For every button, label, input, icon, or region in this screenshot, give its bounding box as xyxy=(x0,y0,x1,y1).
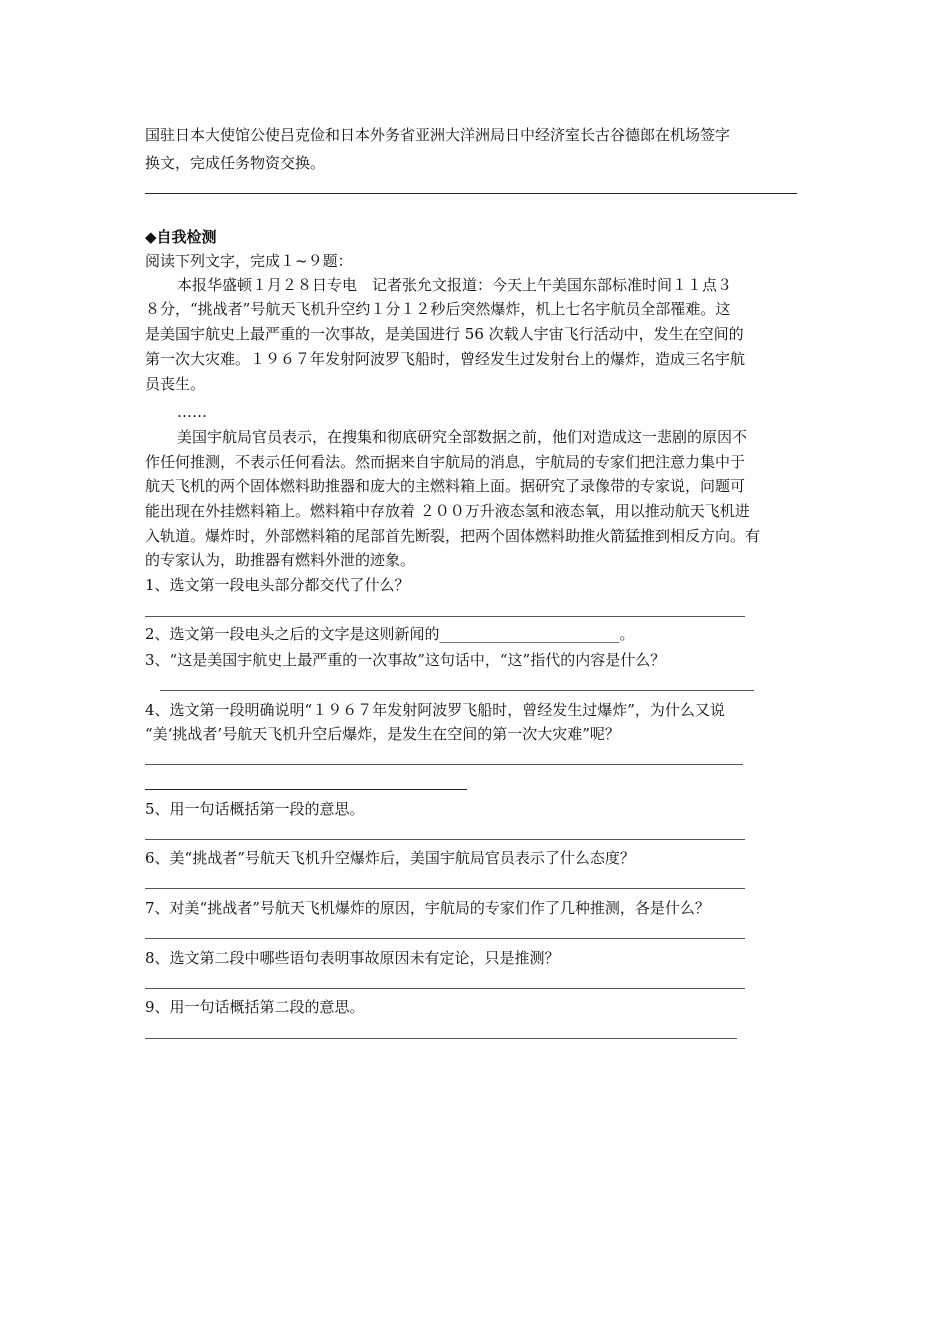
question-6: 6、美“挑战者”号航天飞机升空爆炸后，美国宇航局官员表示了什么态度？ xyxy=(145,849,635,867)
passage-p1-line: 第一次大灾难。１９６７年发射阿波罗飞船时，曾经发生过发射台上的爆炸，造成三名宇航 xyxy=(145,350,746,368)
question-4-line-2: “美‘挑战者’号航天飞机升空后爆炸，是发生在空间的第一次大灾难”呢？ xyxy=(145,725,620,743)
passage-p1-line: ８分，“挑战者”号航天飞机升空约１分１２秒后突然爆炸，机上七名宇航员全部罹难。这 xyxy=(145,300,731,318)
question-9: 9、用一句话概括第二段的意思。 xyxy=(145,998,365,1016)
passage-p2-line: 的专家认为，助推器有燃料外泄的迹象。 xyxy=(145,551,416,569)
question-5: 5、用一句话概括第一段的意思。 xyxy=(145,800,365,818)
passage-p1-line: 员丧生。 xyxy=(145,375,206,393)
intro-line-2: 换文，完成任务物资交换。 xyxy=(145,154,326,172)
answer-line-1[interactable] xyxy=(145,616,745,617)
question-7: 7、对美“挑战者”号航天飞机爆炸的原因，宇航局的专家们作了几种推测，各是什么？ xyxy=(145,899,710,917)
passage-p2-line: 入轨道。爆炸时，外部燃料箱的尾部首先断裂，把两个固体燃料助推火箭猛推到相反方向。有 xyxy=(145,527,761,545)
intro-line-1: 国驻日本大使馆公使吕克俭和日本外务省亚洲大洋洲局日中经济室长古谷德郎在机场签字 xyxy=(145,126,731,144)
answer-line-6[interactable] xyxy=(145,888,745,889)
passage-ellipsis: …… xyxy=(177,403,207,421)
answer-line-5[interactable] xyxy=(145,839,745,840)
passage-p1-line: 本报华盛顿１月２８日专电 记者张允文报道：今天上午美国东部标准时间１１点３ xyxy=(177,276,733,294)
question-4-line-1: 4、选文第一段明确说明“１９６７年发射阿波罗飞船时，曾经发生过爆炸”，为什么又说 xyxy=(145,701,725,719)
passage-p2-line: 航天飞机的两个固体燃料助推器和庞大的主燃料箱上面。据研究了录像带的专家说，问题可 xyxy=(145,477,746,495)
question-2: 2、选文第一段电头之后的文字是这则新闻的________________________。 xyxy=(145,625,635,643)
question-1: 1、选文第一段电头部分都交代了什么？ xyxy=(145,576,410,594)
passage-p1-line: 是美国宇航史上最严重的一次事故，是美国进行 56 次载人宇宙飞行活动中，发生在空间的 xyxy=(145,325,744,343)
divider-rule xyxy=(145,193,797,194)
answer-line-7[interactable] xyxy=(145,938,745,939)
answer-line-4a[interactable] xyxy=(145,764,743,765)
passage-p2-line: 能出现在外挂燃料箱上。燃料箱中存放着 ２００万升液态氢和液态氧，用以推动航天飞机进 xyxy=(145,502,750,520)
section-title: ◆自我检测 xyxy=(145,228,217,246)
answer-line-9[interactable] xyxy=(145,1038,737,1039)
question-8: 8、选文第二段中哪些语句表明事故原因未有定论，只是推测？ xyxy=(145,949,560,967)
section-instruction: 阅读下列文字，完成１~９题： xyxy=(145,252,353,270)
question-3: 3、“这是美国宇航史上最严重的一次事故”这句话中，“这”指代的内容是什么？ xyxy=(145,651,666,669)
answer-line-8[interactable] xyxy=(145,988,745,989)
answer-line-4b[interactable] xyxy=(145,789,467,790)
passage-p2-line: 美国宇航局官员表示，在搜集和彻底研究全部数据之前，他们对造成这一悲剧的原因不 xyxy=(177,428,748,446)
answer-line-3[interactable] xyxy=(160,690,754,691)
passage-p2-line: 作任何推测，不表示任何看法。然而据来自宇航局的消息，宇航局的专家们把注意力集中于 xyxy=(145,453,746,471)
